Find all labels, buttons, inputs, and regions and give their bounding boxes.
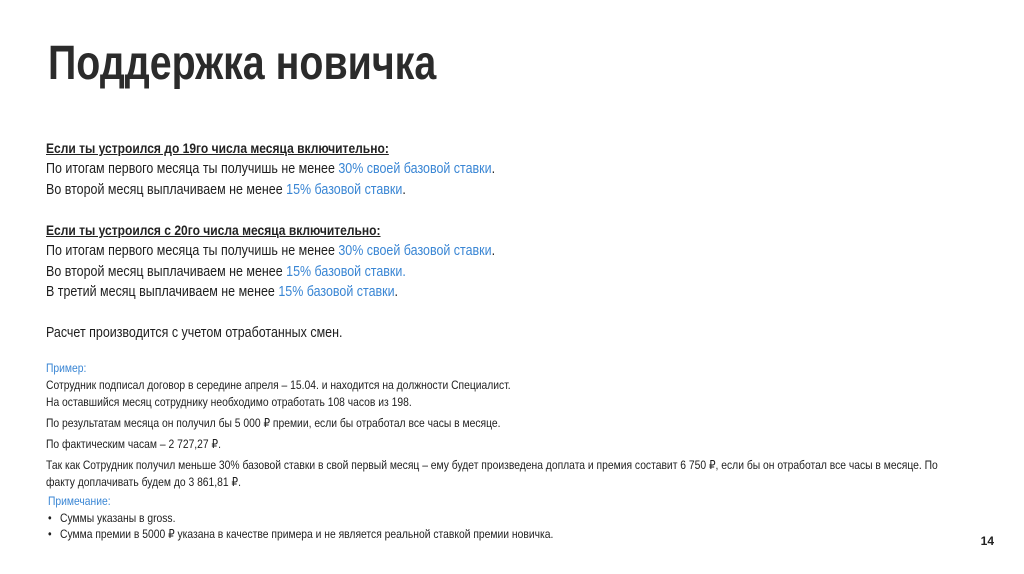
section-from-20 [46,222,495,303]
highlight-rate: 15% базовой ставки [286,181,403,198]
example-line: Так как Сотрудник получил меньше 30% базовой ставки в свой первый месяц – ему будет произведена доплата и премия составит 6 750 ₽, если бы он отработал все часы в месяце. По [46,458,938,472]
condition-line: Во второй месяц выплачиваем не менее 15% базовой ставки. [46,181,406,198]
example-line: факту доплачивать будем до 3 861,81 ₽. [46,475,241,489]
highlight-rate: 30% своей базовой ставки [338,243,492,259]
example-line: По фактическим часам – 2 727,27 ₽. [46,437,221,451]
example-label: Пример: [46,361,87,375]
highlight-rate: 15% базовой ставки [278,284,395,300]
note-label: Примечание: [48,494,111,508]
bullet-icon: • [48,511,52,525]
section-heading: Если ты устроился с 20го числа месяца включительно: [46,222,381,238]
note-block [48,493,553,542]
example-line: По результатам месяца он получил бы 5 000 ₽ премии, если бы отработал все часы в месяце. [46,416,501,430]
example-line: На оставшийся месяц сотруднику необходимо отработать 108 часов из 198. [46,395,412,409]
note-item: • Суммы указаны в gross. [48,511,176,525]
section-heading: Если ты устроился до 19го числа месяца включительно: [46,140,389,156]
highlight-rate: 30% своей базовой ставки [338,161,492,177]
note-item: • Сумма премии в 5000 ₽ указана в качестве примера и не является реальной ставкой премии новичка. [48,527,554,541]
page-title: Поддержка новичка [48,37,437,90]
condition-line: По итогам первого месяца ты получишь не менее 30% своей базовой ставки. [46,161,496,177]
example-block [46,360,938,491]
bullet-icon: • [48,527,52,541]
example-line: Сотрудник подписал договор в середине апреля – 15.04. и находится на должности Специалист. [46,378,511,392]
highlight-rate: 15% базовой ставки. [286,263,406,280]
condition-line: По итогам первого месяца ты получишь не менее 30% своей базовой ставки. [46,243,496,259]
section-before-19 [46,140,495,200]
condition-line: Во второй месяц выплачиваем не менее 15% базовой ставки. [46,263,406,280]
condition-line: В третий месяц выплачиваем не менее 15% базовой ставки. [46,284,399,300]
page-number: 14 [980,534,994,548]
calculation-note: Расчет производится с учетом отработанных смен. [46,325,343,341]
